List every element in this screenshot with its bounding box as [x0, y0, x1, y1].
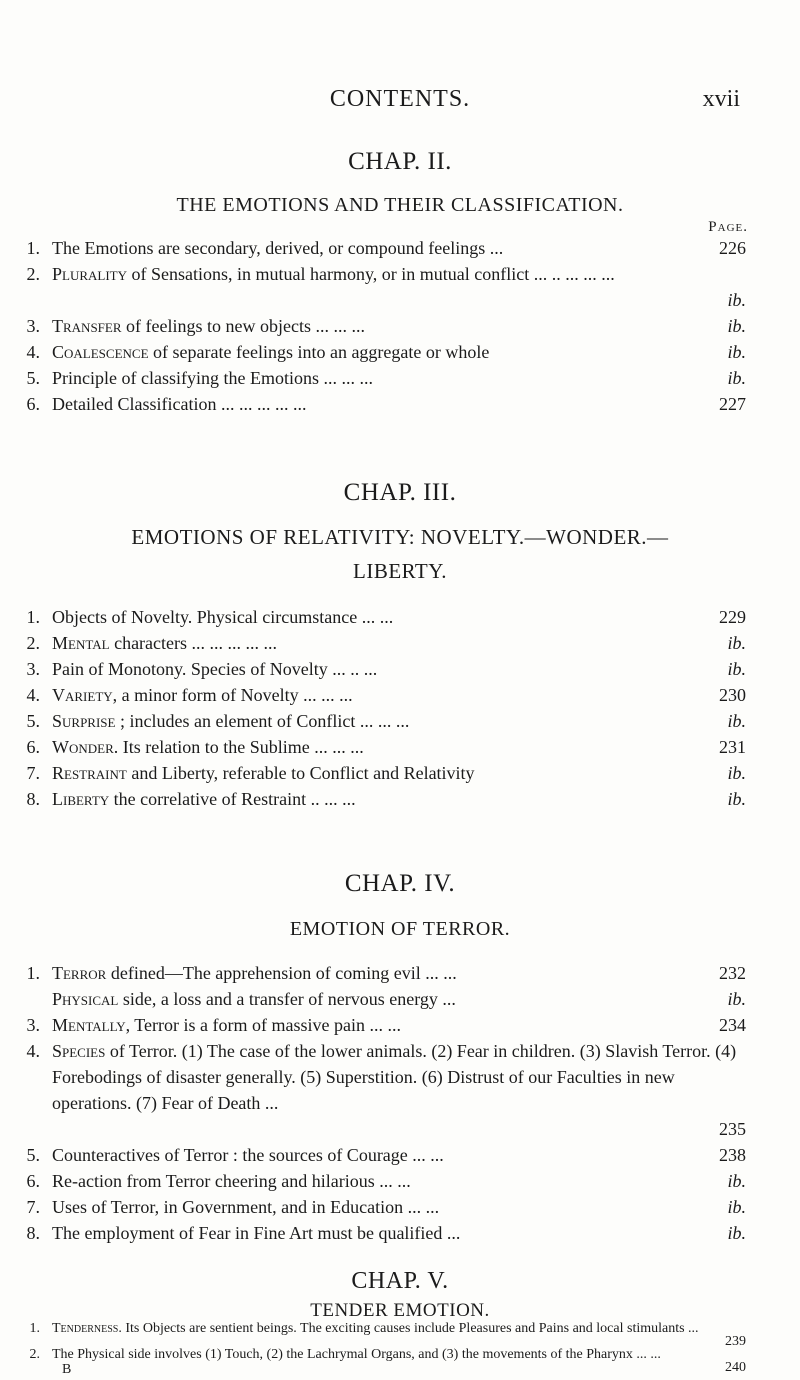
entry-number: 4. [26, 685, 40, 705]
entry-number: 1. [26, 963, 40, 983]
chapter-title: EMOTIONS OF RELATIVITY: NOVELTY.—WONDER.— [131, 525, 669, 549]
entry-text: characters ... ... ... ... ... [114, 633, 278, 653]
entry-text: of Terror. (1) The case of the lower animals. (2) Fear in children. (3) Slavish Terror. (4) Forebodings of disaster generally. (5) Superstition. (6) Distrust of our Faculties in new operations. (7) Fear of Death ... [52, 1041, 737, 1113]
toc-entry [20, 786, 746, 812]
entry-lead: Liberty [52, 789, 110, 809]
entry-number: 2. [26, 633, 40, 653]
toc-entry [20, 1142, 746, 1168]
entry-page: ib. [712, 1220, 746, 1246]
entry-lead: Species [52, 1041, 106, 1061]
entry-text: of separate feelings into an aggregate or whole [153, 342, 490, 362]
entry-page: 226 [712, 235, 746, 261]
entry-page: ib. [712, 760, 746, 786]
entry-page: ib. [712, 313, 746, 339]
running-title: CONTENTS. [329, 86, 471, 112]
entry-number: 5. [26, 368, 40, 388]
toc-entry [20, 986, 746, 1012]
entry-number: 5. [26, 1145, 40, 1165]
entry-page: 234 [712, 1012, 746, 1038]
entry-page: 240 [712, 1361, 746, 1374]
chapter-heading: CHAP. III. [343, 479, 457, 506]
entry-number: 6. [26, 394, 40, 414]
entry-lead: Restraint [52, 763, 127, 783]
entry-number: 6. [26, 737, 40, 757]
entry-text: Uses of Terror, in Government, and in Education ... ... [52, 1197, 440, 1217]
entry-lead: Mentally, [52, 1015, 131, 1035]
entry-text: Counteractives of Terror : the sources of Courage ... ... [52, 1145, 444, 1165]
entry-text: defined—The apprehension of coming evil ... ... [110, 963, 457, 983]
toc-entry [20, 604, 746, 630]
entry-lead: Terror [52, 963, 107, 983]
running-head [0, 86, 800, 116]
entry-number: 7. [26, 763, 40, 783]
entry-text: a minor form of Novelty ... ... ... [121, 685, 353, 705]
entry-lead: Plurality [52, 264, 127, 284]
entry-page: ib. [712, 708, 746, 734]
entry-page: 230 [712, 682, 746, 708]
entry-page: 229 [712, 604, 746, 630]
chapter-heading: CHAP. II. [348, 148, 452, 175]
chapter-heading: CHAP. V. [351, 1268, 449, 1294]
toc-entry [20, 708, 746, 734]
chapter-title: THE EMOTIONS AND THEIR CLASSIFICATION. [176, 194, 624, 216]
toc-entry [20, 313, 746, 339]
toc-entry [20, 235, 746, 261]
entry-number: 1. [26, 238, 40, 258]
entry-text: Pain of Monotony. Species of Novelty ... .. ... [52, 659, 378, 679]
entry-number: 4. [26, 1041, 40, 1061]
entry-page: ib. [712, 365, 746, 391]
entry-lead: Transfer [52, 316, 122, 336]
entry-page: 235 [712, 1116, 746, 1142]
toc-entry [20, 1348, 746, 1374]
entry-number: 3. [26, 1015, 40, 1035]
chapter-title: EMOTION OF TERROR. [289, 918, 511, 940]
entry-number: 8. [26, 1223, 40, 1243]
entry-text: The employment of Fear in Fine Art must be qualified ... [52, 1223, 461, 1243]
entry-text: and Liberty, referable to Conflict and Relativity [131, 763, 475, 783]
entry-text: Terror is a form of massive pain ... ... [134, 1015, 401, 1035]
entry-number: 3. [26, 659, 40, 679]
toc-entry [20, 1194, 746, 1220]
entry-lead: Coalescence [52, 342, 149, 362]
signature-mark: B [62, 1362, 72, 1377]
toc-entry [20, 391, 746, 417]
chapter-title: TENDER EMOTION. [310, 1300, 490, 1321]
entry-page: ib. [712, 287, 746, 313]
toc-entry [20, 734, 746, 760]
entry-page: ib. [712, 339, 746, 365]
entry-number: 3. [26, 316, 40, 336]
entry-number: 4. [26, 342, 40, 362]
toc-entry [20, 261, 746, 313]
entry-number: 5. [26, 711, 40, 731]
chapter-title-continued: LIBERTY. [353, 559, 447, 583]
toc-entry [20, 960, 746, 986]
entry-number: 1. [29, 1322, 40, 1336]
toc-entry [20, 365, 746, 391]
toc-entry [20, 339, 746, 365]
entry-text: of feelings to new objects ... ... ... [126, 316, 365, 336]
entry-page: 232 [712, 960, 746, 986]
entry-page: 239 [712, 1335, 746, 1348]
entry-page: ib. [712, 1194, 746, 1220]
entry-text: Objects of Novelty. Physical circumstance ... ... [52, 607, 394, 627]
toc-entry [20, 682, 746, 708]
entry-lead: Mental [52, 633, 110, 653]
entry-number: 2. [29, 1348, 40, 1362]
entry-lead: Wonder. [52, 737, 119, 757]
entry-text: The Physical side involves (1) Touch, (2) the Lachrymal Organs, and (3) the movements of the Pharynx ... ... [52, 1348, 661, 1362]
entry-text: ; includes an element of Conflict ... ... ... [119, 711, 410, 731]
entry-text: Detailed Classification ... ... ... ... ... [52, 394, 307, 414]
toc-entry [20, 760, 746, 786]
entry-page: 231 [712, 734, 746, 760]
entry-number: 6. [26, 1171, 40, 1191]
entry-lead: Variety, [52, 685, 118, 705]
entry-lead: Tenderness. [52, 1322, 122, 1336]
entry-page: ib. [712, 786, 746, 812]
entry-text: Its Objects are sentient beings. The exciting causes include Pleasures and Pains and local stimulants ... [125, 1322, 699, 1336]
entry-lead: Physical [52, 989, 119, 1009]
entry-page: ib. [712, 630, 746, 656]
toc-entry [20, 1038, 746, 1142]
entry-number: 2. [26, 264, 40, 284]
toc-entry [20, 1220, 746, 1246]
entry-number: 7. [26, 1197, 40, 1217]
entry-text: Re-action from Terror cheering and hilarious ... ... [52, 1171, 411, 1191]
entry-text: side, a loss and a transfer of nervous energy ... [122, 989, 456, 1009]
entry-text: Principle of classifying the Emotions ... ... ... [52, 368, 373, 388]
entry-text: the correlative of Restraint .. ... ... [113, 789, 356, 809]
entry-page: ib. [712, 656, 746, 682]
entry-page: 227 [712, 391, 746, 417]
entry-page: 238 [712, 1142, 746, 1168]
page-number: xvii [702, 86, 740, 112]
entry-page: ib. [712, 986, 746, 1012]
toc-entry [20, 1168, 746, 1194]
entry-text: Its relation to the Sublime ... ... ... [122, 737, 364, 757]
entry-lead: Surprise [52, 711, 116, 731]
entry-number: 1. [26, 607, 40, 627]
entry-text: of Sensations, in mutual harmony, or in mutual conflict ... .. ... ... ... [131, 264, 615, 284]
entry-text: The Emotions are secondary, derived, or compound feelings ... [52, 238, 504, 258]
chapter-heading: CHAP. IV. [344, 870, 456, 897]
toc-entry [20, 630, 746, 656]
toc-entry [20, 1322, 746, 1348]
page-column-label: Page. [708, 219, 748, 235]
toc-entry [20, 1012, 746, 1038]
entry-number: 8. [26, 789, 40, 809]
entry-page: ib. [712, 1168, 746, 1194]
toc-entry [20, 656, 746, 682]
